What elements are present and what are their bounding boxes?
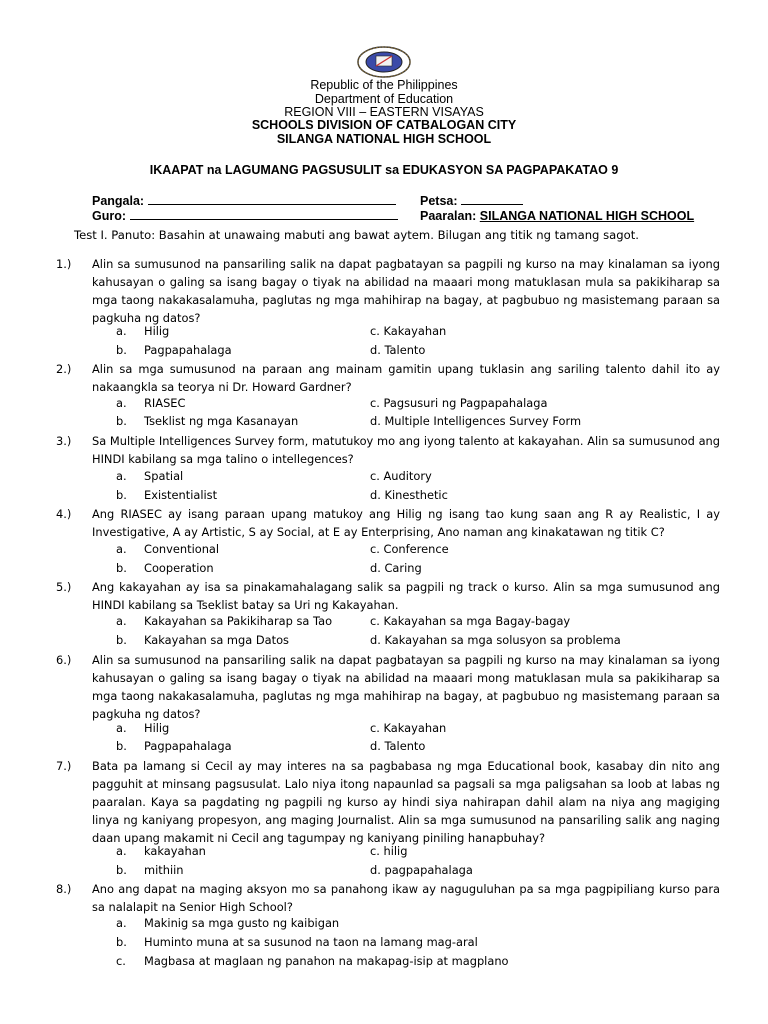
question-number: 2.) [56,362,72,376]
school-label: Paaralan: [420,209,477,223]
option-d[interactable]: d. Kinesthetic [370,488,448,502]
option-d[interactable]: d. Kakayahan sa mga solusyon sa problema [370,633,621,647]
question-2 [56,360,720,396]
option-c[interactable]: c. Kakayahan sa mga Bagay-bagay [370,614,571,628]
option-a[interactable]: a. Conventional [116,542,220,556]
question-text: Ang RIASEC ay isang paraan upang matukoy ang Hilig ng isang tao kung saan ang R ay Realistic, I ay Investigative, A ay Artistic, S ay Social, at E ay Enterprising, Ano naman ang kinakatawan ng titik C? [92,507,720,539]
option-a[interactable]: a. Spatial [116,469,184,483]
question-1 [56,255,720,327]
question-6 [56,651,720,723]
option-b[interactable]: b. Tseklist ng mga Kasanayan [116,414,299,428]
name-label: Pangala: [92,194,145,208]
option-a[interactable]: a. Makinig sa mga gusto ng kaibigan [116,916,340,930]
teacher-line[interactable] [130,219,398,220]
header-division: SCHOOLS DIVISION OF CATBALOGAN CITY [251,118,517,132]
option-a[interactable]: a. Kakayahan sa Pakikiharap sa Tao [116,614,333,628]
option-a[interactable]: a. Hilig [116,324,170,338]
option-b[interactable]: b. Cooperation [116,561,214,575]
question-5 [56,578,720,614]
option-b[interactable]: b. Huminto muna at sa susunod na taon na lamang mag-aral [116,935,478,949]
deped-seal-icon [346,42,422,78]
option-b[interactable]: b. Kakayahan sa mga Datos [116,633,289,647]
option-c[interactable]: c. Auditory [370,469,432,483]
header-republic: Republic of the Philippines [310,78,458,92]
question-number: 7.) [56,759,72,773]
question-4 [56,505,720,541]
question-text: Alin sa mga sumusunod na paraan ang mainam gamitin upang tuklasin ang sariling talento dahil ito ay nakaangkla sa teorya ni Dr. Howard Gardner? [92,362,720,394]
exam-title: IKAAPAT na LAGUMANG PAGSUSULIT sa EDUKASYON SA PAGPAPAKATAO 9 [149,163,619,177]
option-c[interactable]: c. Magbasa at maglaan ng panahon na makapag-isip at magplano [116,954,509,968]
option-b[interactable]: b. mithiin [116,863,184,877]
name-line[interactable] [148,204,396,205]
question-number: 1.) [56,257,72,271]
option-c[interactable]: c. Kakayahan [370,721,447,735]
question-text: Bata pa lamang si Cecil ay may interes na sa pagbabasa ng mga Educational book, kasabay din nito ang pagguhit at minsang pagsusulat. Lalo niya itong napaunlad sa pagsali sa mga paligsahan sa loob at labas ng paaralan. Kaya sa pagdating ng pagpili ng kurso ay hindi siya nahirapan dahil alam na niya ang magiging linya ng kaniyang propesyon, ang maging Journalist. Alin sa mga sumusunod na pansariling salik ang naging daan upang makamit ni Cecil ang tagumpay ng kaniyang piniling hanapbuhay? [92,759,720,845]
option-d[interactable]: d. Multiple Intelligences Survey Form [370,414,582,428]
teacher-field[interactable] [92,209,398,223]
header-department: Department of Education [314,92,454,106]
question-number: 6.) [56,653,72,667]
question-number: 3.) [56,434,72,448]
option-c[interactable]: c. Kakayahan [370,324,447,338]
question-number: 5.) [56,580,72,594]
question-text: Alin sa sumusunod na pansariling salik na dapat pagbatayan sa pagpili ng kurso na may kinalaman sa iyong kahusayan o galing sa isang bagay o tiyak na abilidad na maaari mong matuklasan mula sa pakikiharap sa mga taong nakakasalamuha, paglutas ng mga mahihirap na bagay, at pagbubuo ng masistemang paraan sa pagkuha ng datos? [92,653,720,721]
question-7 [56,757,720,847]
question-8 [56,880,720,916]
question-text: Ang kakayahan ay isa sa pinakamahalagang salik sa pagpili ng track o kurso. Alin sa mga sumusunod ang HINDI kabilang sa Tseklist batay sa Uri ng Kakayahan. [92,580,720,612]
option-b[interactable]: b. Pagpapahalaga [116,343,232,357]
date-line[interactable] [461,204,523,205]
teacher-label: Guro: [92,209,127,223]
option-c[interactable]: c. hilig [370,844,408,858]
option-d[interactable]: d. pagpapahalaga [370,863,473,877]
question-text: Sa Multiple Intelligences Survey form, matutukoy mo ang iyong talento at kakayahan. Alin sa sumusunod ang HINDI kabilang sa mga talino o intellegences? [92,434,720,466]
question-number: 8.) [56,882,72,896]
option-d[interactable]: d. Caring [370,561,422,575]
name-field[interactable] [92,194,396,208]
header-region: REGION VIII – EASTERN VISAYAS [284,105,484,119]
question-text: Alin sa sumusunod na pansariling salik na dapat pagbatayan sa pagpili ng kurso na may kinalaman sa iyong kahusayan o galing sa isang bagay o tiyak na abilidad na maaari mong matuklasan mula sa pakikiharap sa mga taong nakakasalamuha, paglutas ng mga mahihirap na bagay, at pagbubuo ng masistemang paraan sa pagkuha ng datos? [92,257,720,325]
school-value: SILANGA NATIONAL HIGH SCHOOL [479,209,695,223]
option-c[interactable]: c. Conference [370,542,449,556]
question-3 [56,432,720,468]
question-number: 4.) [56,507,72,521]
date-field[interactable] [420,194,523,208]
option-b[interactable]: b. Pagpapahalaga [116,739,232,753]
header-school: SILANGA NATIONAL HIGH SCHOOL [276,132,492,146]
option-d[interactable]: d. Talento [370,739,426,753]
option-d[interactable]: d. Talento [370,343,426,357]
option-a[interactable]: a. kakayahan [116,844,206,858]
option-c[interactable]: c. Pagsusuri ng Pagpapahalaga [370,396,548,410]
date-label: Petsa: [420,194,458,208]
option-b[interactable]: b. Existentialist [116,488,218,502]
instruction: Test I. Panuto: Basahin at unawaing mabuti ang bawat aytem. Bilugan ang titik ng tamang sagot. [74,228,639,242]
option-a[interactable]: a. Hilig [116,721,170,735]
school-field [420,209,694,223]
question-text: Ano ang dapat na maging aksyon mo sa panahong ikaw ay naguguluhan pa sa mga pagpipiliang kurso para sa nalalapit na Senior High School? [92,882,720,914]
option-a[interactable]: a. RIASEC [116,396,186,410]
